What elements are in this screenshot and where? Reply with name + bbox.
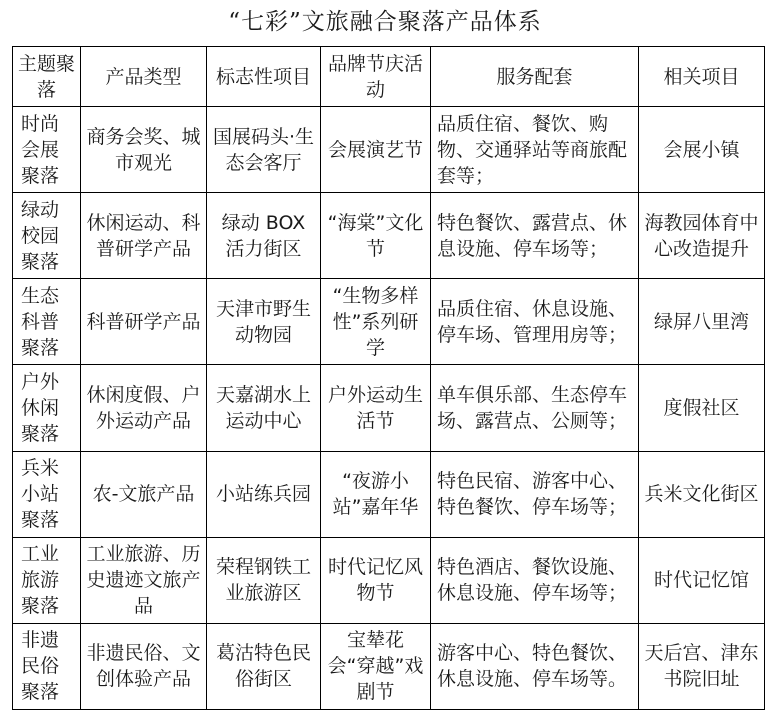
cell-services: 特色民宿、游客中心、特色餐饮、停车场等；	[431, 451, 639, 537]
cell-festival: “海棠”文化节	[321, 193, 431, 279]
cell-services: 单车俱乐部、生态停车场、露营点、公厕等；	[431, 365, 639, 451]
table-row	[13, 193, 765, 279]
table-row	[13, 107, 765, 193]
cell-product-type: 休闲运动、科普研学产品	[81, 193, 207, 279]
cell-landmark-project: 小站练兵园	[207, 451, 321, 537]
header-theme: 主题聚落	[13, 47, 81, 107]
cell-festival: “生物多样性”系列研学	[321, 279, 431, 365]
header-product-type: 产品类型	[81, 47, 207, 107]
cell-product-type: 农-文旅产品	[81, 451, 207, 537]
header-services: 服务配套	[431, 47, 639, 107]
cell-theme: 非遗民俗聚落	[13, 623, 81, 709]
cell-theme: 工业旅游聚落	[13, 537, 81, 623]
cell-festival: 会展演艺节	[321, 107, 431, 193]
cell-product-type: 工业旅游、历史遗迹文旅产品	[81, 537, 207, 623]
cell-theme: 生态科普聚落	[13, 279, 81, 365]
header-row	[13, 47, 765, 107]
cell-related-project: 海教园体育中心改造提升	[639, 193, 765, 279]
cell-related-project: 天后宫、津东书院旧址	[639, 623, 765, 709]
header-landmark-project: 标志性项目	[207, 47, 321, 107]
cell-product-type: 商务会奖、城市观光	[81, 107, 207, 193]
cell-product-type: 非遗民俗、文创体验产品	[81, 623, 207, 709]
cell-festival: 时代记忆风物节	[321, 537, 431, 623]
cell-festival: “夜游小站”嘉年华	[321, 451, 431, 537]
header-festival: 品牌节庆活动	[321, 47, 431, 107]
table-row	[13, 623, 765, 709]
cell-services: 特色餐饮、露营点、休息设施、停车场等；	[431, 193, 639, 279]
cell-related-project: 度假社区	[639, 365, 765, 451]
cell-services: 品质住宿、餐饮、购物、交通驿站等商旅配套等；	[431, 107, 639, 193]
cell-landmark-project: 绿动 BOX 活力街区	[207, 193, 321, 279]
table-row	[13, 537, 765, 623]
cell-landmark-project: 荣程钢铁工业旅游区	[207, 537, 321, 623]
cell-services: 游客中心、特色餐饮、休息设施、停车场等。	[431, 623, 639, 709]
cell-landmark-project: 葛沽特色民俗街区	[207, 623, 321, 709]
cell-product-type: 休闲度假、户外运动产品	[81, 365, 207, 451]
cell-theme: 绿动校园聚落	[13, 193, 81, 279]
header-related-project: 相关项目	[639, 47, 765, 107]
cell-product-type: 科普研学产品	[81, 279, 207, 365]
cell-related-project: 兵米文化街区	[639, 451, 765, 537]
cell-services: 品质住宿、休息设施、停车场、管理用房等；	[431, 279, 639, 365]
cell-related-project: 绿屏八里湾	[639, 279, 765, 365]
cell-landmark-project: 天津市野生动物园	[207, 279, 321, 365]
table-title: “七彩”文旅融合聚落产品体系	[228, 9, 542, 35]
table-row	[13, 451, 765, 537]
cell-landmark-project: 天嘉湖水上运动中心	[207, 365, 321, 451]
cell-festival: 宝辇花会“穿越”戏剧节	[321, 623, 431, 709]
cell-related-project: 会展小镇	[639, 107, 765, 193]
cell-landmark-project: 国展码头·生态会客厅	[207, 107, 321, 193]
cell-theme: 兵米小站聚落	[13, 451, 81, 537]
cell-festival: 户外运动生活节	[321, 365, 431, 451]
cell-theme: 时尚会展聚落	[13, 107, 81, 193]
product-system-table	[12, 46, 765, 710]
cell-services: 特色酒店、餐饮设施、休息设施、停车场等；	[431, 537, 639, 623]
table-row	[13, 365, 765, 451]
table-row	[13, 279, 765, 365]
cell-related-project: 时代记忆馆	[639, 537, 765, 623]
cell-theme: 户外休闲聚落	[13, 365, 81, 451]
